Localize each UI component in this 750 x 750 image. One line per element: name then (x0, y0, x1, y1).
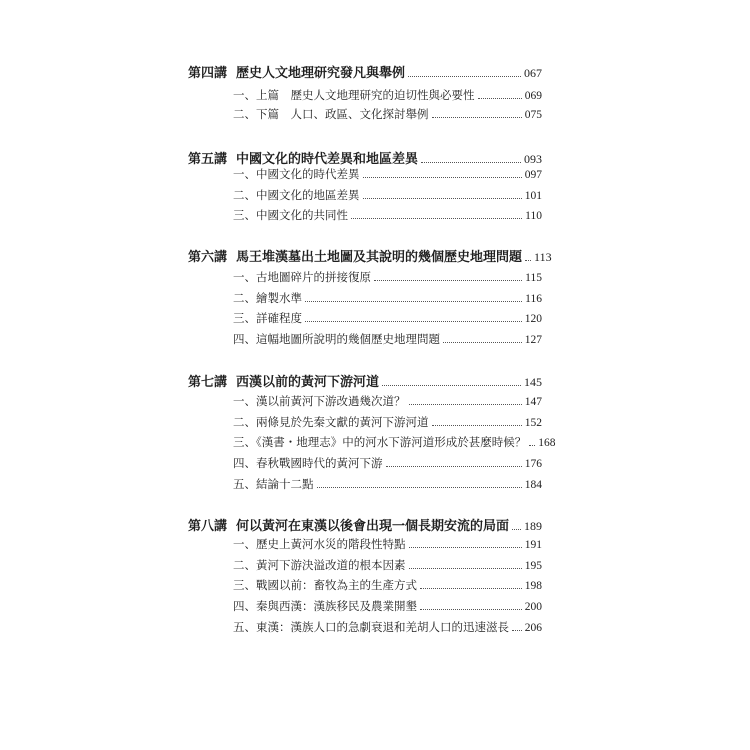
toc-section (233, 331, 542, 347)
section-title: 三、中國文化的共同性 (233, 208, 348, 222)
page-number: 113 (534, 250, 552, 264)
chapter-title: 西漢以前的黃河下游河道 (236, 375, 380, 390)
section-title: 五、東漢：漢族人口的急劇衰退和羌胡人口的迅速滋長 (233, 620, 509, 634)
section-title: 五、結論十二點 (233, 477, 314, 491)
chapter-title: 馬王堆漢墓出土地圖及其說明的幾個歷史地理問題 (236, 250, 523, 265)
section-title: 二、兩條見於先秦文獻的黃河下游河道 (233, 415, 429, 429)
dot-leader (478, 98, 522, 99)
dot-leader (409, 404, 522, 405)
dot-leader (420, 609, 522, 610)
section-title: 四、春秋戰國時代的黃河下游 (233, 456, 383, 470)
dot-leader (305, 321, 522, 322)
chapter-title: 歷史人文地理研究發凡與舉例 (236, 66, 406, 81)
dot-leader (382, 385, 521, 386)
dot-leader (374, 280, 522, 281)
toc-section (233, 619, 542, 635)
page-number: 152 (524, 417, 542, 429)
chapter-number: 第五講 (188, 152, 228, 167)
page-number: 191 (524, 539, 542, 551)
dot-leader (432, 117, 522, 118)
toc-section (233, 577, 542, 593)
section-title: 二、繪製水準 (233, 291, 302, 305)
page-number: 176 (524, 458, 542, 470)
toc-section (233, 87, 542, 103)
page-number: 101 (524, 190, 542, 202)
page-number: 147 (524, 396, 542, 408)
page-number: 116 (525, 293, 542, 305)
dot-leader (432, 425, 522, 426)
toc-section (233, 106, 542, 122)
page-number: 067 (524, 66, 542, 80)
section-title: 三、《漢書・地理志》中的河水下游河道形成於甚麼時候？ (233, 435, 527, 449)
page-number: 127 (524, 334, 542, 346)
toc-section (233, 207, 542, 223)
section-title: 一、歷史上黃河水災的階段性特點 (233, 537, 406, 551)
dot-leader (512, 630, 522, 631)
toc-section (233, 434, 556, 450)
toc-chapter-6 (188, 246, 552, 265)
dot-leader (443, 342, 522, 343)
page-number: 120 (524, 313, 542, 325)
toc-section (233, 414, 542, 430)
toc-section (233, 476, 542, 492)
page-number: 184 (524, 479, 542, 491)
dot-leader (409, 568, 522, 569)
page-number: 200 (524, 601, 542, 613)
chapter-title: 何以黃河在東漢以後會出現一個長期安流的局面 (236, 519, 510, 534)
toc-section (233, 269, 542, 285)
page-number: 189 (524, 519, 542, 533)
page-number: 069 (524, 90, 542, 102)
toc-section (233, 598, 542, 614)
page-number: 195 (524, 560, 542, 572)
chapter-title: 中國文化的時代差異和地區差異 (236, 152, 419, 167)
page-number: 206 (524, 622, 542, 634)
chapter-number: 第四講 (188, 66, 228, 81)
dot-leader (525, 260, 531, 261)
toc-section (233, 455, 542, 471)
dot-leader (363, 198, 522, 199)
toc-chapter-5 (188, 148, 542, 167)
chapter-number: 第六講 (188, 250, 228, 265)
dot-leader (408, 76, 521, 77)
chapter-number: 第七講 (188, 375, 228, 390)
page-number: 198 (524, 580, 542, 592)
page-number: 115 (525, 272, 542, 284)
dot-leader (512, 529, 521, 530)
toc-section (233, 310, 542, 326)
section-title: 一、中國文化的時代差異 (233, 167, 360, 181)
page-number: 110 (525, 210, 542, 222)
page-number: 093 (524, 152, 542, 166)
section-title: 一、古地圖碎片的拼接復原 (233, 270, 371, 284)
section-title: 三、戰國以前：畜牧為主的生產方式 (233, 578, 417, 592)
section-title: 二、黃河下游決溢改道的根本因素 (233, 558, 406, 572)
section-title: 二、下篇 人口、政區、文化探討舉例 (233, 107, 429, 121)
dot-leader (351, 218, 522, 219)
toc-section (233, 393, 542, 409)
dot-leader (420, 588, 522, 589)
dot-leader (409, 547, 522, 548)
toc-section (233, 166, 542, 182)
dot-leader (529, 445, 535, 446)
toc-chapter-7 (188, 371, 542, 390)
toc-section (233, 557, 542, 573)
section-title: 一、漢以前黃河下游改過幾次道？ (233, 394, 406, 408)
section-title: 三、詳確程度 (233, 311, 302, 325)
toc-chapter-8 (188, 515, 542, 534)
page-number: 145 (524, 375, 542, 389)
toc-section (233, 290, 542, 306)
section-title: 二、中國文化的地區差異 (233, 188, 360, 202)
toc-chapter-4 (188, 62, 542, 81)
dot-leader (317, 487, 522, 488)
section-title: 四、這幅地圖所說明的幾個歷史地理問題 (233, 332, 440, 346)
dot-leader (305, 301, 522, 302)
page-number: 075 (524, 109, 542, 121)
dot-leader (363, 177, 522, 178)
toc-section (233, 187, 542, 203)
toc-section (233, 536, 542, 552)
section-title: 四、秦與西漢：漢族移民及農業開墾 (233, 599, 417, 613)
page-number: 097 (524, 169, 542, 181)
section-title: 一、上篇 歷史人文地理研究的迫切性與必要性 (233, 88, 475, 102)
page-number: 168 (538, 437, 556, 449)
dot-leader (386, 466, 522, 467)
dot-leader (421, 162, 521, 163)
chapter-number: 第八講 (188, 519, 228, 534)
